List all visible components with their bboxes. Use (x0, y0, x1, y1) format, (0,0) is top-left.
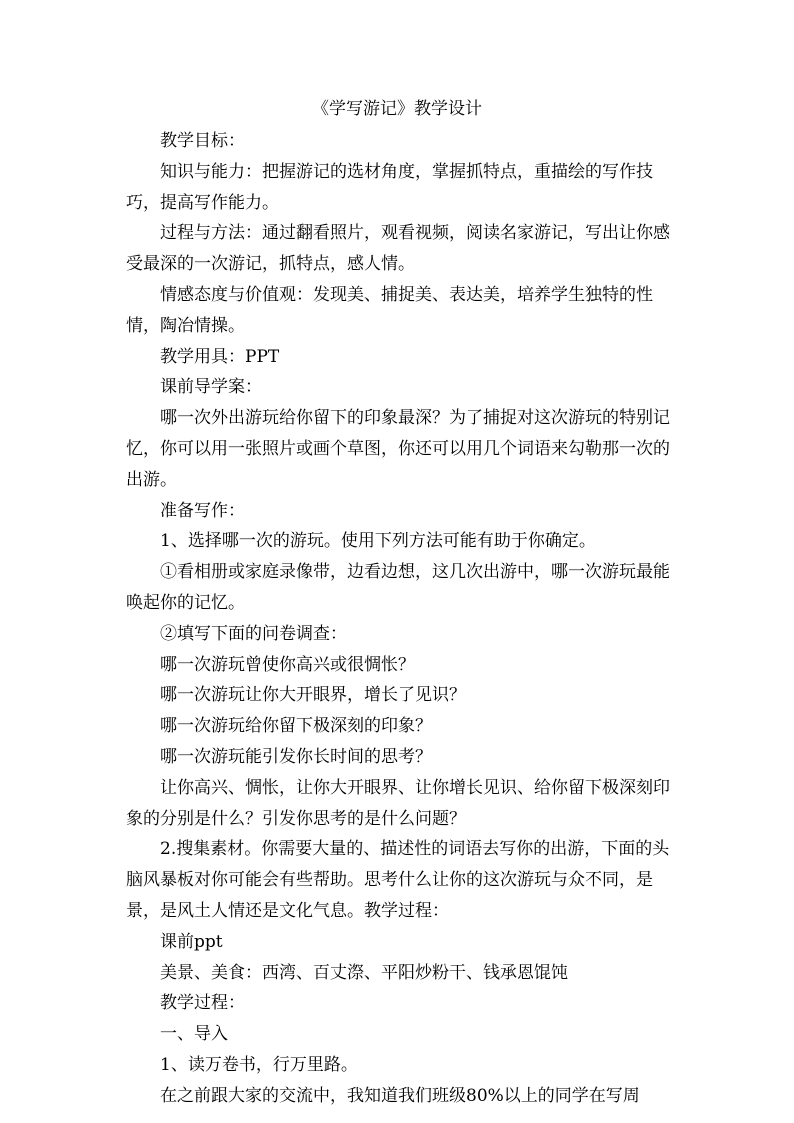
paragraph-method-2: ②填写下面的问卷调查： (160, 623, 347, 644)
paragraph-intro-1: 1、读万卷书，行万里路。 (160, 1054, 358, 1075)
document-title: 《学写游记》教学设计 (312, 99, 482, 119)
paragraph-survey-q1: 哪一次游玩曾使你高兴或很惆怅？ (160, 654, 415, 675)
paragraph-scenery-food: 美景、美食：西湾、百丈漈、平阳炒粉干、钱承恩馄饨 (160, 962, 568, 983)
paragraph-survey-q2: 哪一次游玩让你大开眼界，增长了见识？ (160, 685, 466, 706)
document-body (126, 126, 680, 1112)
paragraph-method-1: ①看相册或家庭录像带，边看边想，这几次出游中，哪一次游玩最能唤起你的记忆。 (126, 562, 670, 613)
paragraph-impression-question: 哪一次外出游玩给你留下的印象最深？为了捕捉对这次游玩的特别记忆，你可以用一张照片或画个草图，你还可以用几个词语来勾勒那一次的出游。 (126, 408, 670, 490)
paragraph-teaching-process: 教学过程： (160, 993, 245, 1014)
paragraph-intro-text: 在之前跟大家的交流中，我知道我们班级80%以上的同学在写周 (160, 1085, 640, 1106)
paragraph-emotion: 情感态度与价值观：发现美、捕捉美、表达美，培养学生独特的性情，陶冶情操。 (126, 284, 653, 336)
paragraph-tools: 教学用具：PPT (160, 346, 280, 367)
paragraph-knowledge: 知识与能力：把握游记的选材角度，掌握抓特点，重描绘的写作技巧，提高写作能力。 (126, 161, 653, 213)
paragraph-survey-q4: 哪一次游玩能引发你长时间的思考？ (160, 746, 432, 767)
paragraph-prepare-writing: 准备写作： (160, 500, 245, 521)
paragraph-process: 过程与方法：通过翻看照片，观看视频，阅读名家游记，写出让你感受最深的一次游记，抓特点，感人情。 (126, 223, 670, 275)
paragraph-pre-class-ppt: 课前ppt (160, 931, 223, 952)
paragraph-survey-q3: 哪一次游玩给你留下极深刻的印象？ (160, 716, 432, 737)
paragraph-survey-summary: 让你高兴、惆怅，让你大开眼界、让你增长见识、给你留下极深刻印象的分别是什么？引发你思考的是什么问题？ (126, 777, 670, 829)
paragraph-section-intro: 一、导入 (160, 1024, 228, 1045)
paragraph-teaching-goals: 教学目标： (160, 131, 245, 151)
paragraph-step-2: 2.搜集素材。你需要大量的、描述性的词语去写你的出游，下面的头脑风暴板对你可能会有些帮助。思考什么让你的这次游玩与众不同，是景，是风土人情还是文化气息。教学过程： (126, 839, 670, 921)
paragraph-step-1: 1、选择哪一次的游玩。使用下列方法可能有助于你确定。 (160, 531, 596, 552)
paragraph-pre-class-guide: 课前导学案： (160, 377, 262, 398)
